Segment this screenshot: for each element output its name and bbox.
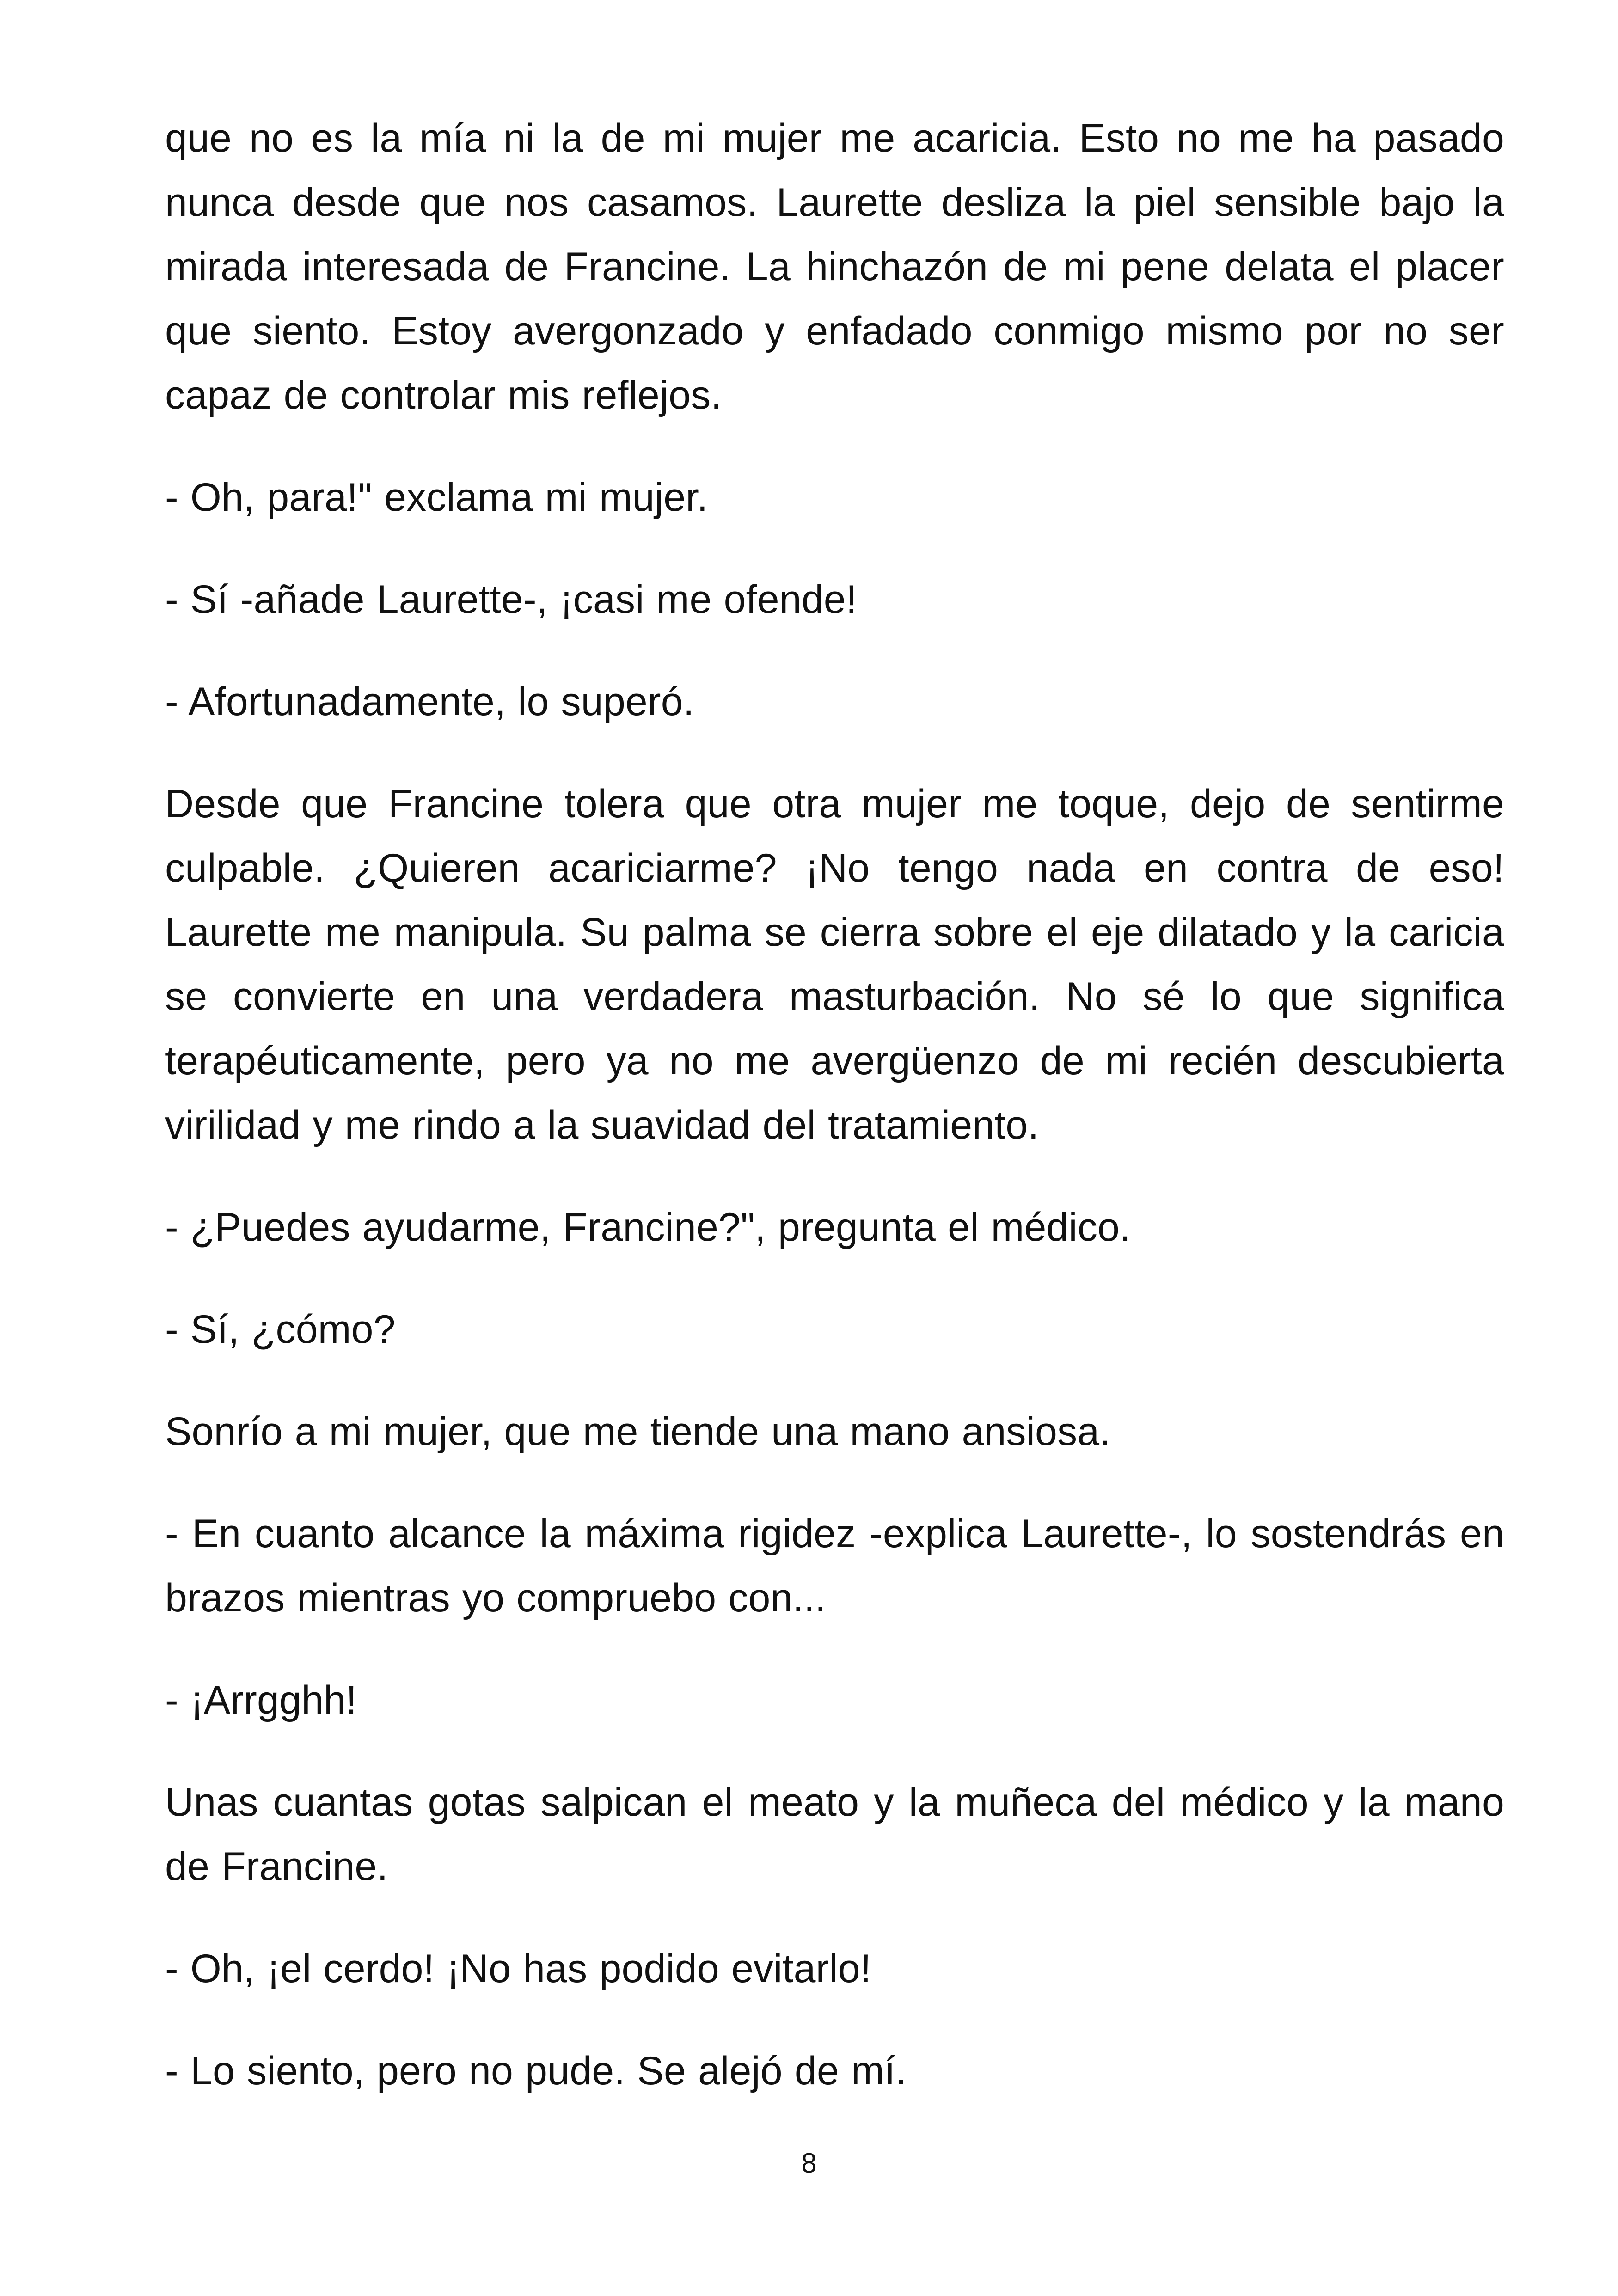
dialogue-line-7: - Oh, ¡el cerdo! ¡No has podido evitarlo! [165,1947,871,1991]
dialogue-line-6: - ¡Arrgghh! [165,1678,357,1722]
dialogue-line-3: - Afortunadamente, lo superó. [165,680,694,724]
dialogue-line-1: - Oh, para!" exclama mi mujer. [165,475,708,520]
body-text [165,106,1504,2141]
paragraph-2: Desde que Francine tolera que otra mujer me toque, dejo de sentirme culpable. ¿Quieren acariciarme? ¡No tengo nada en contra de eso! Laurette me manipula. Su palma se cierra sobre el eje dilatado y la caricia se convierte en una verdadera masturbación. No sé lo que significa terapéuticamente, pero ya no me avergüenzo de mi recién descubierta virilidad y me rindo a la suavidad del tratamiento. [165,782,1504,1147]
paragraph-3: Sonrío a mi mujer, que me tiende una mano ansiosa. [165,1409,1111,1454]
paragraph-5: Unas cuantas gotas salpican el meato y la muñeca del médico y la mano de Francine. [165,1780,1504,1889]
paragraph-1: que no es la mía ni la de mi mujer me acaricia. Esto no me ha pasado nunca desde que nos casamos. Laurette desliza la piel sensible bajo la mirada interesada de Francine. La hinchazón de mi pene delata el placer que siento. Estoy avergonzado y enfadado conmigo mismo por no ser capaz de controlar mis reflejos. [165,116,1504,417]
dialogue-line-2: - Sí -añade Laurette-, ¡casi me ofende! [165,577,857,622]
dialogue-line-8: - Lo siento, pero no pude. Se alejó de mí. [165,2049,907,2093]
page-number: 8 [801,2148,817,2179]
dialogue-line-5: - Sí, ¿cómo? [165,1307,396,1352]
dialogue-line-4: - ¿Puedes ayudarme, Francine?", pregunta el médico. [165,1205,1131,1249]
paragraph-4: - En cuanto alcance la máxima rigidez -explica Laurette-, lo sostendrás en brazos mientras yo compruebo con... [165,1512,1504,1620]
